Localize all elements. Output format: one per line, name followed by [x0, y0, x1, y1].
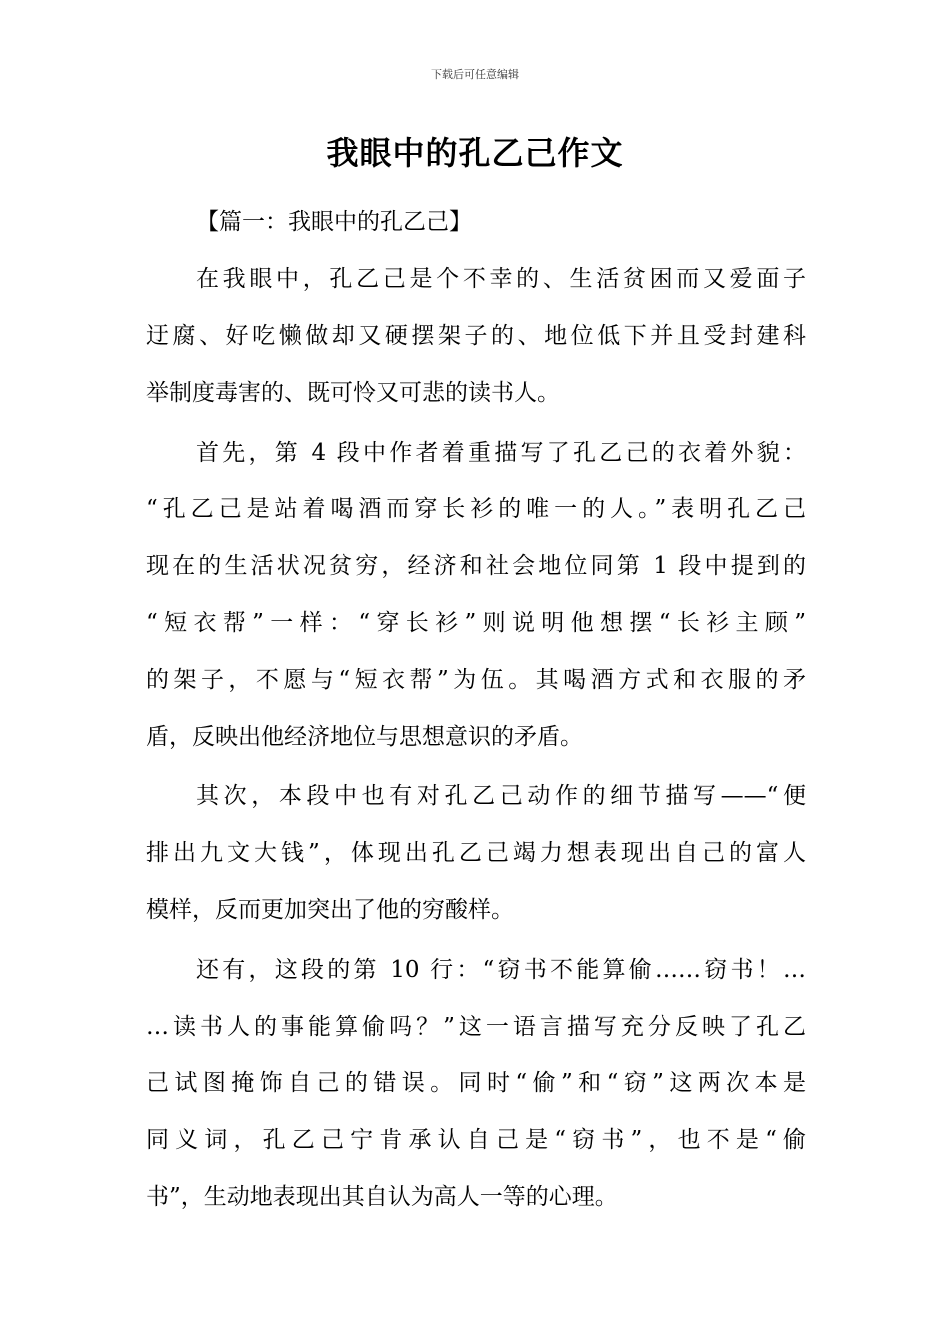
paragraph-2-line-2: “孔乙己是站着喝酒而穿长衫的唯一的人。”表明孔乙己 [146, 496, 806, 522]
document-title: 我眼中的孔乙己作文 [326, 134, 624, 172]
paragraph-2-line-4: “短衣帮”一样：“穿长衫”则说明他想摆“长衫主顾” [146, 610, 806, 636]
paragraph-1-line-1: 在我眼中，孔乙己是个不幸的、生活贫困而又爱面子 [196, 266, 806, 292]
paragraph-3-line-2: 排出九文大钱”，体现出孔乙己竭力想表现出自己的富人 [146, 840, 806, 866]
paragraph-4-line-4: 同义词，孔乙己宁肯承认自己是“窃书”，也不是“偷 [146, 1127, 806, 1153]
section-heading: 【篇一：我眼中的孔乙己】 [196, 209, 472, 235]
paragraph-3-line-3: 模样，反而更加突出了他的穷酸样。 [146, 897, 514, 923]
paragraph-4-line-3: 己试图掩饰自己的错误。同时“偷”和“窃”这两次本是 [146, 1070, 806, 1096]
header-note: 下载后可任意编辑 [431, 68, 519, 81]
paragraph-2-line-3: 现在的生活状况贫穷，经济和社会地位同第 1 段中提到的 [146, 553, 806, 579]
paragraph-2-line-6: 盾，反映出他经济地位与思想意识的矛盾。 [146, 724, 583, 750]
paragraph-4-line-2: …读书人的事能算偷吗？”这一语言描写充分反映了孔乙 [146, 1014, 806, 1040]
paragraph-4-line-5: 书”，生动地表现出其自认为高人一等的心理。 [146, 1184, 618, 1210]
paragraph-1-line-3: 举制度毒害的、既可怜又可悲的读书人。 [146, 380, 560, 406]
paragraph-4-line-1: 还有，这段的第 10 行：“窃书不能算偷……窃书！… [196, 957, 806, 983]
paragraph-2-line-5: 的架子，不愿与“短衣帮”为伍。其喝酒方式和衣服的矛 [146, 667, 806, 693]
paragraph-1-line-2: 迂腐、好吃懒做却又硬摆架子的、地位低下并且受封建科 [146, 323, 806, 349]
paragraph-3-line-1: 其次，本段中也有对孔乙己动作的细节描写——“便 [196, 783, 806, 809]
paragraph-2-line-1: 首先，第 4 段中作者着重描写了孔乙己的衣着外貌： [196, 440, 806, 466]
